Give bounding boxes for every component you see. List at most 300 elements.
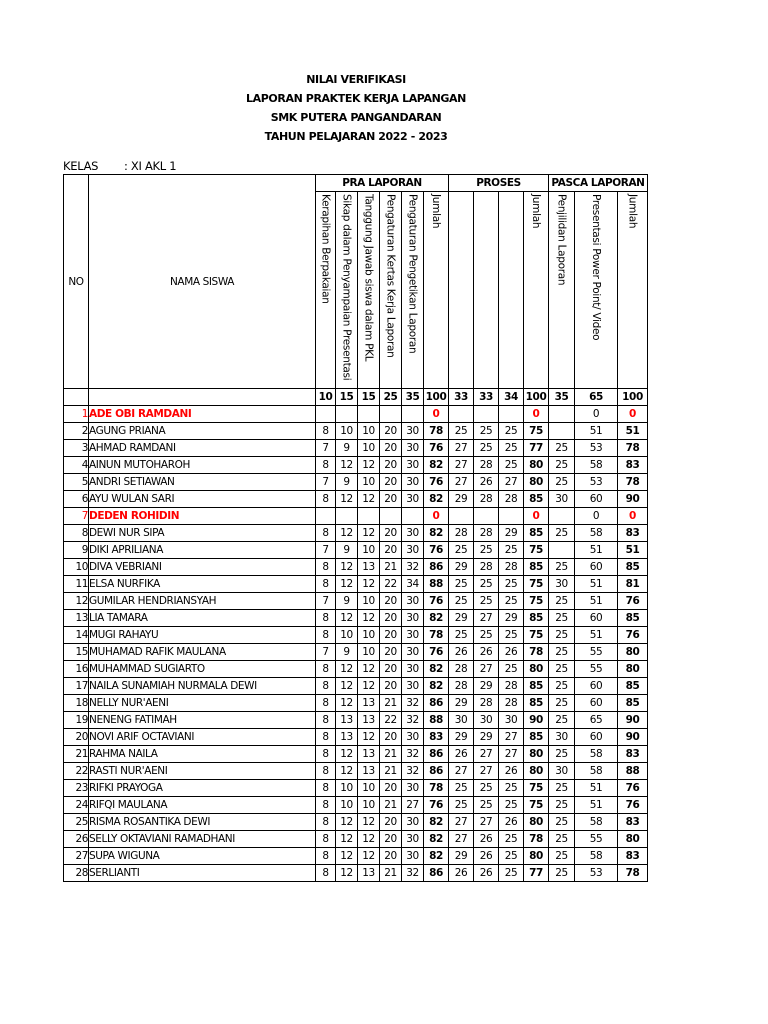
total-score-cell: 78 <box>618 440 648 457</box>
criteria-label: Jumlah <box>530 194 542 229</box>
score-cell: 25 <box>449 593 474 610</box>
student-name: NELLY NUR'AENI <box>89 695 316 712</box>
score-cell: 26 <box>449 865 474 882</box>
criteria-header <box>316 192 336 389</box>
table-row <box>64 746 648 763</box>
score-cell: 29 <box>449 610 474 627</box>
total-score-cell: 85 <box>524 491 549 508</box>
score-cell: 25 <box>549 814 575 831</box>
score-cell: 12 <box>358 576 380 593</box>
total-score-cell: 86 <box>424 763 449 780</box>
max-score-cell: 33 <box>449 389 474 406</box>
total-score-cell: 80 <box>524 814 549 831</box>
total-score-cell: 82 <box>424 457 449 474</box>
score-cell: 30 <box>402 780 424 797</box>
score-cell: 30 <box>402 525 424 542</box>
score-cell: 51 <box>575 627 618 644</box>
score-cell: 51 <box>575 423 618 440</box>
row-number: 18 <box>64 695 89 712</box>
score-cell: 29 <box>449 491 474 508</box>
score-cell <box>358 508 380 525</box>
score-cell: 30 <box>549 763 575 780</box>
student-name: MUHAMAD RAFIK MAULANA <box>89 644 316 661</box>
academic-year: TAHUN PELAJARAN 2022 - 2023 <box>264 130 448 143</box>
score-cell: 30 <box>402 848 424 865</box>
score-cell: 58 <box>575 525 618 542</box>
student-name: ADE OBI RAMDANI <box>89 406 316 423</box>
row-number: 14 <box>64 627 89 644</box>
score-cell <box>336 508 358 525</box>
score-cell: 29 <box>474 729 499 746</box>
score-cell: 10 <box>358 593 380 610</box>
total-score-cell: 80 <box>524 457 549 474</box>
total-score-cell: 80 <box>524 474 549 491</box>
score-cell: 25 <box>549 661 575 678</box>
score-cell: 7 <box>316 474 336 491</box>
score-cell: 53 <box>575 440 618 457</box>
student-name: AYU WULAN SARI <box>89 491 316 508</box>
score-cell: 25 <box>499 423 524 440</box>
total-score-cell: 75 <box>524 423 549 440</box>
score-cell: 10 <box>358 423 380 440</box>
score-cell <box>316 406 336 423</box>
score-cell: 32 <box>402 763 424 780</box>
score-cell <box>402 406 424 423</box>
student-name: GUMILAR HENDRIANSYAH <box>89 593 316 610</box>
table-row <box>64 763 648 780</box>
row-number: 3 <box>64 440 89 457</box>
total-score-cell: 80 <box>524 848 549 865</box>
student-name: NENENG FATIMAH <box>89 712 316 729</box>
score-cell: 30 <box>402 542 424 559</box>
score-cell: 55 <box>575 831 618 848</box>
score-cell: 25 <box>549 457 575 474</box>
student-name: SUPA WIGUNA <box>89 848 316 865</box>
score-cell <box>402 508 424 525</box>
total-score-cell: 83 <box>618 814 648 831</box>
total-score-cell: 76 <box>424 593 449 610</box>
total-score-cell: 0 <box>524 406 549 423</box>
score-cell: 8 <box>316 627 336 644</box>
score-cell: 20 <box>380 729 402 746</box>
total-score-cell: 78 <box>618 865 648 882</box>
score-cell: 12 <box>358 814 380 831</box>
score-cell: 28 <box>499 491 524 508</box>
student-name: DEDEN ROHIDIN <box>89 508 316 525</box>
total-score-cell: 0 <box>618 508 648 525</box>
score-cell: 10 <box>358 627 380 644</box>
total-score-cell: 78 <box>424 780 449 797</box>
student-name: RAHMA NAILA <box>89 746 316 763</box>
score-cell: 12 <box>358 678 380 695</box>
score-cell: 20 <box>380 525 402 542</box>
total-score-cell: 86 <box>424 695 449 712</box>
score-cell <box>474 406 499 423</box>
row-number: 11 <box>64 576 89 593</box>
criteria-label: Pengaturan Pengetikan Laporan <box>406 194 419 354</box>
score-cell: 30 <box>549 491 575 508</box>
score-cell: 27 <box>499 474 524 491</box>
score-cell: 25 <box>474 423 499 440</box>
score-cell <box>499 508 524 525</box>
score-cell: 8 <box>316 661 336 678</box>
score-cell: 30 <box>402 610 424 627</box>
score-cell: 60 <box>575 678 618 695</box>
score-cell: 20 <box>380 440 402 457</box>
score-cell: 25 <box>474 576 499 593</box>
total-score-cell: 75 <box>524 542 549 559</box>
max-score-cell: 35 <box>549 389 575 406</box>
score-cell: 21 <box>380 865 402 882</box>
column-header-no: NO <box>64 175 89 389</box>
score-cell: 25 <box>499 797 524 814</box>
score-cell: 12 <box>358 491 380 508</box>
score-cell: 27 <box>449 814 474 831</box>
score-cell: 8 <box>316 525 336 542</box>
score-cell: 28 <box>474 695 499 712</box>
score-cell: 9 <box>336 542 358 559</box>
score-cell: 20 <box>380 423 402 440</box>
score-cell: 58 <box>575 457 618 474</box>
score-cell: 8 <box>316 678 336 695</box>
score-cell: 13 <box>336 712 358 729</box>
score-cell: 7 <box>316 644 336 661</box>
score-cell: 30 <box>402 491 424 508</box>
table-row <box>64 474 648 491</box>
total-score-cell: 82 <box>424 491 449 508</box>
total-score-cell: 75 <box>524 627 549 644</box>
table-row <box>64 797 648 814</box>
score-cell <box>499 406 524 423</box>
score-cell <box>474 508 499 525</box>
score-cell: 10 <box>358 542 380 559</box>
score-cell: 51 <box>575 593 618 610</box>
table-row <box>64 610 648 627</box>
max-score-cell: 34 <box>499 389 524 406</box>
score-cell: 9 <box>336 644 358 661</box>
score-cell: 30 <box>402 423 424 440</box>
criteria-header <box>402 192 424 389</box>
row-number: 6 <box>64 491 89 508</box>
score-cell: 30 <box>402 729 424 746</box>
total-score-cell: 83 <box>424 729 449 746</box>
score-cell: 8 <box>316 746 336 763</box>
score-cell: 25 <box>499 865 524 882</box>
score-cell <box>358 406 380 423</box>
student-name: ELSA NURFIKA <box>89 576 316 593</box>
student-name: MUHAMMAD SUGIARTO <box>89 661 316 678</box>
score-cell: 12 <box>336 610 358 627</box>
total-score-cell: 80 <box>618 831 648 848</box>
max-score-cell: 15 <box>358 389 380 406</box>
score-cell: 21 <box>380 559 402 576</box>
score-cell: 8 <box>316 576 336 593</box>
row-number: 9 <box>64 542 89 559</box>
total-score-cell: 82 <box>424 678 449 695</box>
table-row <box>64 865 648 882</box>
score-cell: 55 <box>575 661 618 678</box>
score-cell: 0 <box>575 508 618 525</box>
score-cell: 28 <box>474 491 499 508</box>
score-cell: 20 <box>380 593 402 610</box>
score-cell: 51 <box>575 780 618 797</box>
student-name: RASTI NUR'AENI <box>89 763 316 780</box>
score-cell: 26 <box>474 865 499 882</box>
score-cell: 29 <box>499 610 524 627</box>
score-cell: 12 <box>336 559 358 576</box>
score-cell: 30 <box>402 814 424 831</box>
score-cell: 13 <box>358 712 380 729</box>
score-cell <box>449 508 474 525</box>
score-cell: 7 <box>316 542 336 559</box>
total-score-cell: 85 <box>524 729 549 746</box>
score-cell: 20 <box>380 457 402 474</box>
table-row <box>64 780 648 797</box>
score-cell: 28 <box>449 525 474 542</box>
score-cell: 28 <box>474 457 499 474</box>
score-cell: 28 <box>449 661 474 678</box>
score-cell: 27 <box>449 831 474 848</box>
score-cell: 20 <box>380 661 402 678</box>
max-score-cell: 15 <box>336 389 358 406</box>
criteria-header <box>424 192 449 389</box>
total-score-cell: 78 <box>424 627 449 644</box>
score-cell: 25 <box>549 440 575 457</box>
table-row <box>64 593 648 610</box>
score-cell: 25 <box>474 440 499 457</box>
score-cell: 29 <box>449 848 474 865</box>
score-cell: 25 <box>549 746 575 763</box>
score-cell: 25 <box>499 831 524 848</box>
score-cell: 29 <box>499 525 524 542</box>
column-header-name: NAMA SISWA <box>89 175 316 389</box>
student-name: NOVI ARIF OCTAVIANI <box>89 729 316 746</box>
score-cell: 25 <box>549 780 575 797</box>
score-cell: 25 <box>549 678 575 695</box>
score-cell: 20 <box>380 848 402 865</box>
score-cell: 10 <box>336 627 358 644</box>
total-score-cell: 82 <box>424 525 449 542</box>
total-score-cell: 80 <box>524 661 549 678</box>
score-cell: 25 <box>549 627 575 644</box>
total-score-cell: 80 <box>524 746 549 763</box>
row-number: 23 <box>64 780 89 797</box>
score-cell: 27 <box>474 763 499 780</box>
score-cell: 30 <box>402 457 424 474</box>
total-score-cell: 85 <box>524 678 549 695</box>
student-name: NAILA SUNAMIAH NURMALA DEWI <box>89 678 316 695</box>
score-cell: 27 <box>474 814 499 831</box>
score-cell: 21 <box>380 695 402 712</box>
student-name: SELLY OKTAVIANI RAMADHANI <box>89 831 316 848</box>
score-cell: 26 <box>474 831 499 848</box>
total-score-cell: 75 <box>524 780 549 797</box>
row-number: 8 <box>64 525 89 542</box>
table-row <box>64 423 648 440</box>
total-score-cell: 0 <box>424 406 449 423</box>
score-cell: 51 <box>575 576 618 593</box>
score-cell: 10 <box>358 644 380 661</box>
table-row <box>64 491 648 508</box>
score-cell: 12 <box>358 848 380 865</box>
criteria-header <box>336 192 358 389</box>
score-cell: 51 <box>575 797 618 814</box>
score-cell: 30 <box>549 729 575 746</box>
student-name: AINUN MUTOHAROH <box>89 457 316 474</box>
criteria-header <box>474 192 499 389</box>
score-cell: 25 <box>499 542 524 559</box>
score-cell: 28 <box>499 678 524 695</box>
score-cell: 12 <box>358 457 380 474</box>
total-score-cell: 85 <box>618 678 648 695</box>
criteria-label: Tanggung Jawab siswa dalam PKL <box>362 194 375 362</box>
score-cell: 26 <box>499 763 524 780</box>
score-cell: 28 <box>474 559 499 576</box>
row-number: 20 <box>64 729 89 746</box>
score-cell: 32 <box>402 712 424 729</box>
score-cell: 9 <box>336 593 358 610</box>
table-row <box>64 508 648 525</box>
score-cell: 0 <box>575 406 618 423</box>
max-score-cell: 25 <box>380 389 402 406</box>
score-cell: 13 <box>358 559 380 576</box>
score-cell: 12 <box>336 746 358 763</box>
score-cell: 27 <box>449 763 474 780</box>
score-cell: 30 <box>402 831 424 848</box>
student-rows <box>64 406 648 882</box>
table-row <box>64 440 648 457</box>
total-score-cell: 51 <box>618 423 648 440</box>
score-cell: 8 <box>316 780 336 797</box>
score-cell: 25 <box>499 780 524 797</box>
score-cell: 25 <box>499 593 524 610</box>
total-score-cell: 76 <box>618 627 648 644</box>
score-cell: 30 <box>402 661 424 678</box>
student-name: DIKI APRILIANA <box>89 542 316 559</box>
score-cell: 25 <box>499 848 524 865</box>
max-score-spacer <box>64 389 89 406</box>
total-score-cell: 77 <box>524 865 549 882</box>
criteria-label: Penjilidan Laporan <box>555 194 568 286</box>
score-cell: 13 <box>336 729 358 746</box>
table-row <box>64 525 648 542</box>
score-cell: 26 <box>449 644 474 661</box>
score-cell: 12 <box>336 491 358 508</box>
total-score-cell: 76 <box>618 780 648 797</box>
total-score-cell: 82 <box>424 831 449 848</box>
score-cell: 12 <box>336 576 358 593</box>
score-cell: 20 <box>380 831 402 848</box>
table-row <box>64 627 648 644</box>
score-cell: 26 <box>474 848 499 865</box>
max-score-cell: 100 <box>524 389 549 406</box>
score-cell: 27 <box>499 746 524 763</box>
score-cell: 25 <box>549 797 575 814</box>
total-score-cell: 88 <box>424 712 449 729</box>
score-cell: 58 <box>575 848 618 865</box>
score-cell: 8 <box>316 729 336 746</box>
score-cell: 20 <box>380 542 402 559</box>
score-cell: 25 <box>549 644 575 661</box>
criteria-header <box>380 192 402 389</box>
total-score-cell: 78 <box>524 831 549 848</box>
total-score-cell: 83 <box>618 457 648 474</box>
table-row <box>64 559 648 576</box>
score-cell: 13 <box>358 746 380 763</box>
score-cell: 12 <box>336 695 358 712</box>
score-cell: 10 <box>358 780 380 797</box>
total-score-cell: 83 <box>618 525 648 542</box>
total-score-cell: 76 <box>424 797 449 814</box>
row-number: 1 <box>64 406 89 423</box>
score-cell: 8 <box>316 712 336 729</box>
table-row <box>64 729 648 746</box>
score-cell: 10 <box>358 474 380 491</box>
score-cell: 8 <box>316 559 336 576</box>
table-row <box>64 576 648 593</box>
score-cell: 25 <box>449 797 474 814</box>
score-cell: 30 <box>402 474 424 491</box>
total-score-cell: 88 <box>424 576 449 593</box>
score-cell: 26 <box>474 644 499 661</box>
class-value: : XI AKL 1 <box>124 159 177 173</box>
score-cell <box>549 423 575 440</box>
score-cell: 34 <box>402 576 424 593</box>
score-cell: 8 <box>316 763 336 780</box>
score-cell: 26 <box>499 814 524 831</box>
score-cell: 32 <box>402 746 424 763</box>
student-name: RIFQI MAULANA <box>89 797 316 814</box>
student-name: RISMA ROSANTIKA DEWI <box>89 814 316 831</box>
document-subtitle: LAPORAN PRAKTEK KERJA LAPANGAN <box>246 92 466 105</box>
max-score-cell: 100 <box>618 389 648 406</box>
score-cell: 12 <box>336 661 358 678</box>
score-cell <box>316 508 336 525</box>
score-cell: 20 <box>380 644 402 661</box>
table-row <box>64 712 648 729</box>
score-cell: 53 <box>575 474 618 491</box>
max-score-cell: 65 <box>575 389 618 406</box>
criteria-label: Pengaturan Kertas Kerja Laporan <box>384 194 397 358</box>
score-cell: 25 <box>474 780 499 797</box>
total-score-cell: 86 <box>424 865 449 882</box>
total-score-cell: 83 <box>618 746 648 763</box>
total-score-cell: 0 <box>424 508 449 525</box>
table-row <box>64 406 648 423</box>
score-cell: 20 <box>380 627 402 644</box>
score-cell: 25 <box>549 831 575 848</box>
score-cell: 12 <box>358 661 380 678</box>
row-number: 25 <box>64 814 89 831</box>
table-row <box>64 542 648 559</box>
row-number: 7 <box>64 508 89 525</box>
total-score-cell: 76 <box>424 644 449 661</box>
score-cell: 22 <box>380 576 402 593</box>
criteria-header <box>449 192 474 389</box>
score-cell: 9 <box>336 440 358 457</box>
total-score-cell: 90 <box>618 729 648 746</box>
score-cell <box>336 406 358 423</box>
total-score-cell: 88 <box>618 763 648 780</box>
criteria-label: Jumlah <box>626 194 639 229</box>
score-cell: 27 <box>474 610 499 627</box>
score-cell: 30 <box>549 576 575 593</box>
score-cell: 12 <box>336 678 358 695</box>
table-row <box>64 457 648 474</box>
score-cell: 20 <box>380 814 402 831</box>
score-cell: 26 <box>474 474 499 491</box>
total-score-cell: 85 <box>618 695 648 712</box>
